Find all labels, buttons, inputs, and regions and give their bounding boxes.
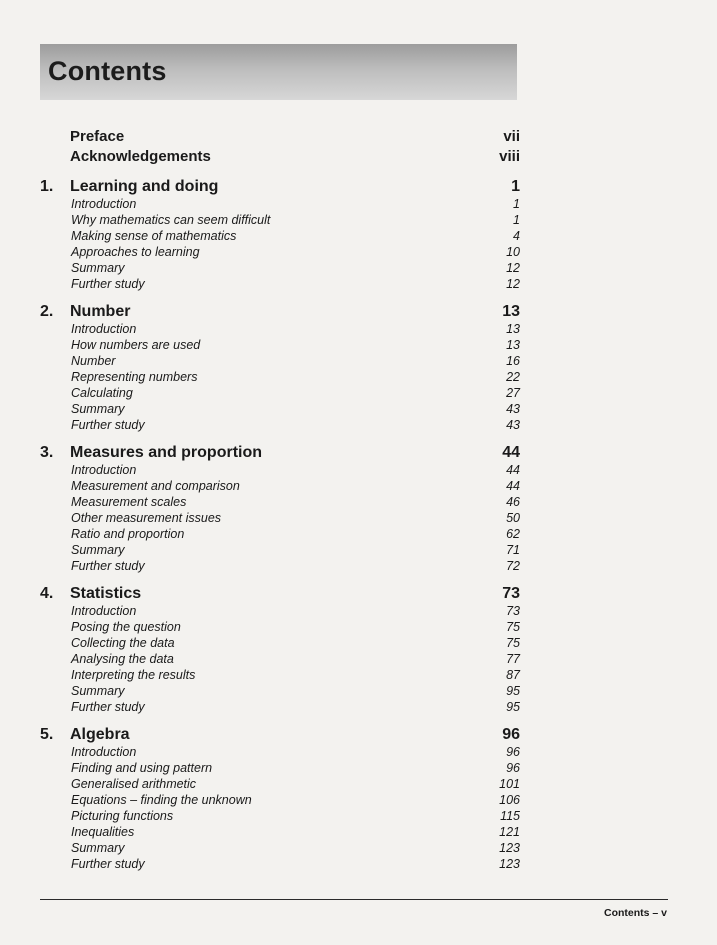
section-page: 4 — [513, 229, 520, 243]
section-title: Analysing the data — [71, 652, 174, 666]
section-title: Measurement and comparison — [71, 479, 240, 493]
section-title: Interpreting the results — [71, 668, 196, 682]
chapter-number: 3. — [40, 444, 54, 461]
chapter-block — [40, 726, 520, 873]
section-entry[interactable] — [40, 479, 520, 495]
section-title: Why mathematics can seem difficult — [71, 213, 271, 227]
table-of-contents — [40, 128, 520, 873]
section-entry[interactable] — [40, 620, 520, 636]
section-title: Picturing functions — [71, 809, 174, 823]
chapter-heading[interactable] — [40, 303, 520, 322]
section-title: Introduction — [71, 745, 137, 759]
section-title: Summary — [71, 543, 125, 557]
section-page: 1 — [513, 213, 520, 227]
chapter-page: 96 — [502, 726, 520, 743]
section-page: 44 — [506, 463, 520, 477]
chapter-heading[interactable] — [40, 585, 520, 604]
section-entry[interactable] — [40, 261, 520, 277]
chapter-heading[interactable] — [40, 178, 520, 197]
section-page: 95 — [506, 684, 520, 698]
section-page: 75 — [506, 620, 520, 634]
section-page: 43 — [506, 402, 520, 416]
toc-entry-preface[interactable] — [40, 128, 520, 148]
chapter-page: 44 — [502, 444, 520, 461]
section-title: How numbers are used — [71, 338, 201, 352]
section-entry[interactable] — [40, 543, 520, 559]
section-title: Summary — [71, 402, 125, 416]
section-entry[interactable] — [40, 668, 520, 684]
chapter-block — [40, 303, 520, 434]
section-page: 115 — [500, 809, 520, 823]
section-title: Summary — [71, 684, 125, 698]
section-title: Further study — [71, 559, 145, 573]
section-page: 96 — [506, 745, 520, 759]
chapter-page: 73 — [502, 585, 520, 602]
section-entry[interactable] — [40, 322, 520, 338]
section-page: 13 — [506, 322, 520, 336]
section-title: Generalised arithmetic — [71, 777, 197, 791]
section-entry[interactable] — [40, 825, 520, 841]
section-title: Other measurement issues — [71, 511, 222, 525]
section-page: 46 — [506, 495, 520, 509]
section-page: 121 — [499, 825, 520, 839]
section-title: Summary — [71, 261, 125, 275]
section-title: Introduction — [71, 197, 137, 211]
section-page: 10 — [506, 245, 520, 259]
section-entry[interactable] — [40, 386, 520, 402]
section-title: Approaches to learning — [71, 245, 200, 259]
section-page: 72 — [506, 559, 520, 573]
section-entry[interactable] — [40, 777, 520, 793]
section-page: 43 — [506, 418, 520, 432]
chapter-heading[interactable] — [40, 444, 520, 463]
toc-entry-acknowledgements[interactable] — [40, 148, 520, 168]
section-title: Calculating — [71, 386, 133, 400]
chapter-title: Statistics — [70, 585, 142, 602]
section-entry[interactable] — [40, 245, 520, 261]
section-title: Number — [71, 354, 116, 368]
section-page: 62 — [506, 527, 520, 541]
section-entry[interactable] — [40, 402, 520, 418]
toc-entry-title: Acknowledgements — [70, 148, 211, 165]
section-entry[interactable] — [40, 197, 520, 213]
chapter-title: Learning and doing — [70, 178, 219, 195]
chapter-heading[interactable] — [40, 726, 520, 745]
section-page: 12 — [506, 277, 520, 291]
section-entry[interactable] — [40, 559, 520, 575]
section-entry[interactable] — [40, 354, 520, 370]
section-title: Representing numbers — [71, 370, 198, 384]
section-entry[interactable] — [40, 370, 520, 386]
section-page: 123 — [499, 857, 520, 871]
section-title: Ratio and proportion — [71, 527, 185, 541]
section-title: Introduction — [71, 604, 137, 618]
section-entry[interactable] — [40, 527, 520, 543]
section-title: Inequalities — [71, 825, 135, 839]
section-entry[interactable] — [40, 495, 520, 511]
section-page: 16 — [506, 354, 520, 368]
section-page: 75 — [506, 636, 520, 650]
section-page: 73 — [506, 604, 520, 618]
section-title: Further study — [71, 700, 145, 714]
section-title: Equations – finding the unknown — [71, 793, 252, 807]
chapter-block — [40, 585, 520, 716]
section-entry[interactable] — [40, 418, 520, 434]
section-title: Further study — [71, 277, 145, 291]
section-page: 77 — [506, 652, 520, 666]
section-entry[interactable] — [40, 841, 520, 857]
section-page: 50 — [506, 511, 520, 525]
section-entry[interactable] — [40, 511, 520, 527]
section-entry[interactable] — [40, 338, 520, 354]
section-entry[interactable] — [40, 793, 520, 809]
page-title: Contents — [48, 56, 167, 86]
section-entry[interactable] — [40, 809, 520, 825]
toc-entry-title: Preface — [70, 128, 125, 145]
section-page: 13 — [506, 338, 520, 352]
chapter-title: Measures and proportion — [70, 444, 263, 461]
chapter-number: 4. — [40, 585, 54, 602]
section-page: 44 — [506, 479, 520, 493]
chapter-page: 1 — [511, 178, 520, 195]
section-entry[interactable] — [40, 463, 520, 479]
section-page: 123 — [499, 841, 520, 855]
section-title: Further study — [71, 418, 145, 432]
chapter-number: 2. — [40, 303, 54, 320]
toc-entry-page: vii — [503, 128, 520, 145]
chapter-block — [40, 444, 520, 575]
section-entry[interactable] — [40, 745, 520, 761]
section-entry[interactable] — [40, 604, 520, 620]
section-entry[interactable] — [40, 636, 520, 652]
section-page: 27 — [506, 386, 520, 400]
section-title: Summary — [71, 841, 125, 855]
page-footer-label: Contents – v — [603, 907, 667, 919]
section-entry[interactable] — [40, 700, 520, 716]
section-page: 106 — [499, 793, 520, 807]
section-entry[interactable] — [40, 684, 520, 700]
chapter-number: 1. — [40, 178, 54, 195]
section-page: 87 — [506, 668, 520, 682]
footer-rule — [40, 899, 668, 900]
chapter-number: 5. — [40, 726, 54, 743]
section-title: Collecting the data — [71, 636, 175, 650]
chapter-title: Algebra — [70, 726, 130, 743]
section-title: Introduction — [71, 463, 137, 477]
section-title: Measurement scales — [71, 495, 187, 509]
section-entry[interactable] — [40, 857, 520, 873]
section-page: 96 — [506, 761, 520, 775]
section-title: Finding and using pattern — [71, 761, 213, 775]
section-page: 22 — [506, 370, 520, 384]
front-matter — [40, 128, 520, 168]
section-title: Introduction — [71, 322, 137, 336]
section-page: 12 — [506, 261, 520, 275]
section-entry[interactable] — [40, 761, 520, 777]
section-page: 71 — [506, 543, 520, 557]
section-page: 95 — [506, 700, 520, 714]
section-entry[interactable] — [40, 213, 520, 229]
chapter-title: Number — [70, 303, 131, 320]
section-title: Making sense of mathematics — [71, 229, 237, 243]
contents-header-bar — [40, 44, 517, 100]
toc-entry-page: viii — [499, 148, 520, 165]
section-entry[interactable] — [40, 277, 520, 293]
chapter-list — [40, 178, 520, 873]
section-page: 1 — [513, 197, 520, 211]
chapter-block — [40, 178, 520, 293]
chapter-page: 13 — [502, 303, 520, 320]
section-entry[interactable] — [40, 652, 520, 668]
section-page: 101 — [499, 777, 520, 791]
section-title: Further study — [71, 857, 145, 871]
section-entry[interactable] — [40, 229, 520, 245]
section-title: Posing the question — [71, 620, 181, 634]
